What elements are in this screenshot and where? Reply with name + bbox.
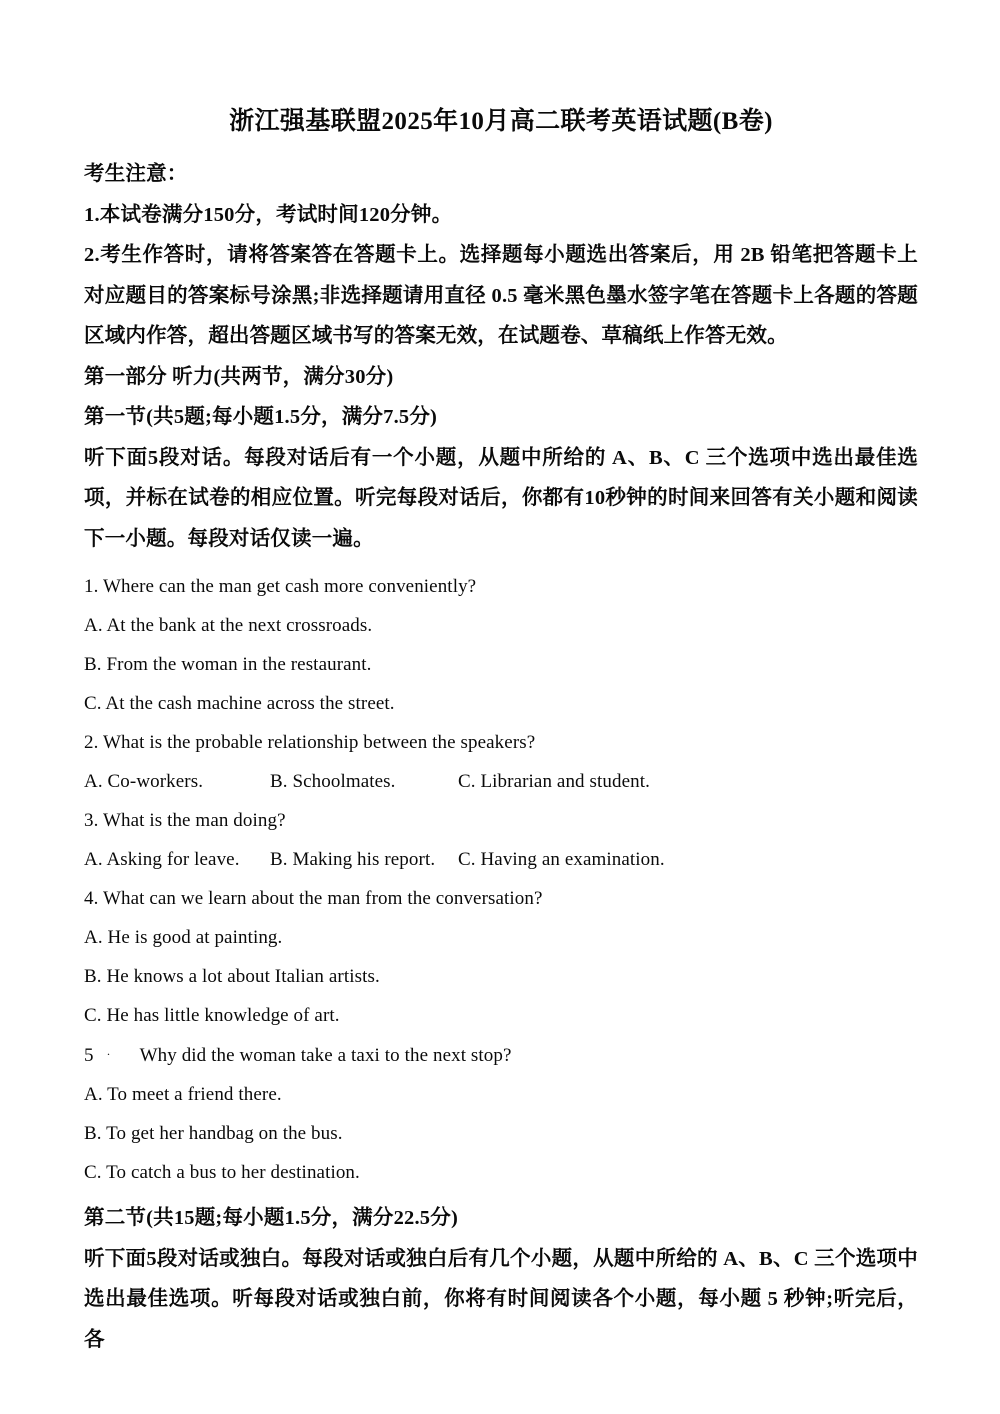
question-option[interactable]: A. He is good at painting. xyxy=(84,927,283,948)
question-option[interactable]: A. At the bank at the next crossroads. xyxy=(84,615,373,636)
question-stem: 1. Where can the man get cash more conveniently? xyxy=(84,576,477,597)
question-option[interactable]: C. To catch a bus to her destination. xyxy=(84,1162,360,1183)
notice-item-2: 2.考生作答时，请将答案答在答题卡上。选择题每小题选出答案后，用 2B 铅笔把答题卡上对应题目的答案标号涂黑;非选择题请用直径 0.5 毫米黑色墨水签字笔在答题卡上各题的答题区域内作答，超出答题区域书写的答案无效，在试题卷、草稿纸上作答无效。 xyxy=(84,244,918,347)
page-content xyxy=(84,0,918,1360)
page-title: 浙江强基联盟2025年10月高二联考英语试题(B卷) xyxy=(229,108,773,135)
question-1 xyxy=(84,567,918,723)
question-3 xyxy=(84,801,918,879)
notice-item-1: 1.本试卷满分150分，考试时间120分钟。 xyxy=(84,203,453,226)
spacer xyxy=(84,559,918,565)
question-number: 5 xyxy=(84,1045,94,1066)
question-option[interactable]: B. He knows a lot about Italian artists. xyxy=(84,966,380,987)
question-2 xyxy=(84,723,918,801)
section-two-heading: 第二节(共15题;每小题1.5分，满分22.5分) xyxy=(84,1207,458,1229)
part-one-heading: 第一部分 听力(共两节，满分30分) xyxy=(84,365,394,388)
question-option[interactable]: A. To meet a friend there. xyxy=(84,1084,282,1105)
question-option[interactable]: A. Co-workers. xyxy=(84,771,204,792)
question-stem-text: Why did the woman take a taxi to the next stop? xyxy=(139,1045,512,1066)
question-options-row xyxy=(84,840,918,879)
question-stem: 2. What is the probable relationship between the speakers? xyxy=(84,732,536,753)
section-two-instruction: 听下面5段对话或独白。每段对话或独白后有几个小题，从题中所给的 A、B、C 三个选项中选出最佳选项。听每段对话或独白前，你将有时间阅读各个小题，每小题 5 秒钟;听完后，各 xyxy=(84,1247,918,1351)
section-one-heading: 第一节(共5题;每小题1.5分，满分7.5分) xyxy=(84,406,438,428)
question-options-row xyxy=(84,762,918,801)
question-stem: 4. What can we learn about the man from the conversation? xyxy=(84,888,543,909)
question-option[interactable]: B. To get her handbag on the bus. xyxy=(84,1123,343,1144)
question-option[interactable]: C. Having an examination. xyxy=(458,849,665,870)
question-stem: 3. What is the man doing? xyxy=(84,810,286,831)
question-stem xyxy=(84,1035,918,1075)
section-one-instruction: 听下面5段对话。每段对话后有一个小题，从题中所给的 A、B、C 三个选项中选出最佳选项，并标在试卷的相应位置。听完每段对话后，你都有10秒钟的时间来回答有关小题和阅读下一小题。每段对话仅读一遍。 xyxy=(84,446,918,550)
question-option[interactable]: B. From the woman in the restaurant. xyxy=(84,654,372,675)
question-option[interactable]: C. He has little knowledge of art. xyxy=(84,1005,340,1026)
question-option[interactable]: C. Librarian and student. xyxy=(458,771,650,792)
question-separator: · xyxy=(106,1047,111,1061)
question-option[interactable]: C. At the cash machine across the street. xyxy=(84,693,395,714)
question-4 xyxy=(84,879,918,1035)
question-option[interactable]: B. Schoolmates. xyxy=(270,771,396,792)
notice-heading: 考生注意： xyxy=(84,163,188,185)
question-option[interactable]: A. Asking for leave. xyxy=(84,849,240,870)
question-5 xyxy=(84,1035,918,1192)
question-option[interactable]: B. Making his report. xyxy=(270,849,436,870)
